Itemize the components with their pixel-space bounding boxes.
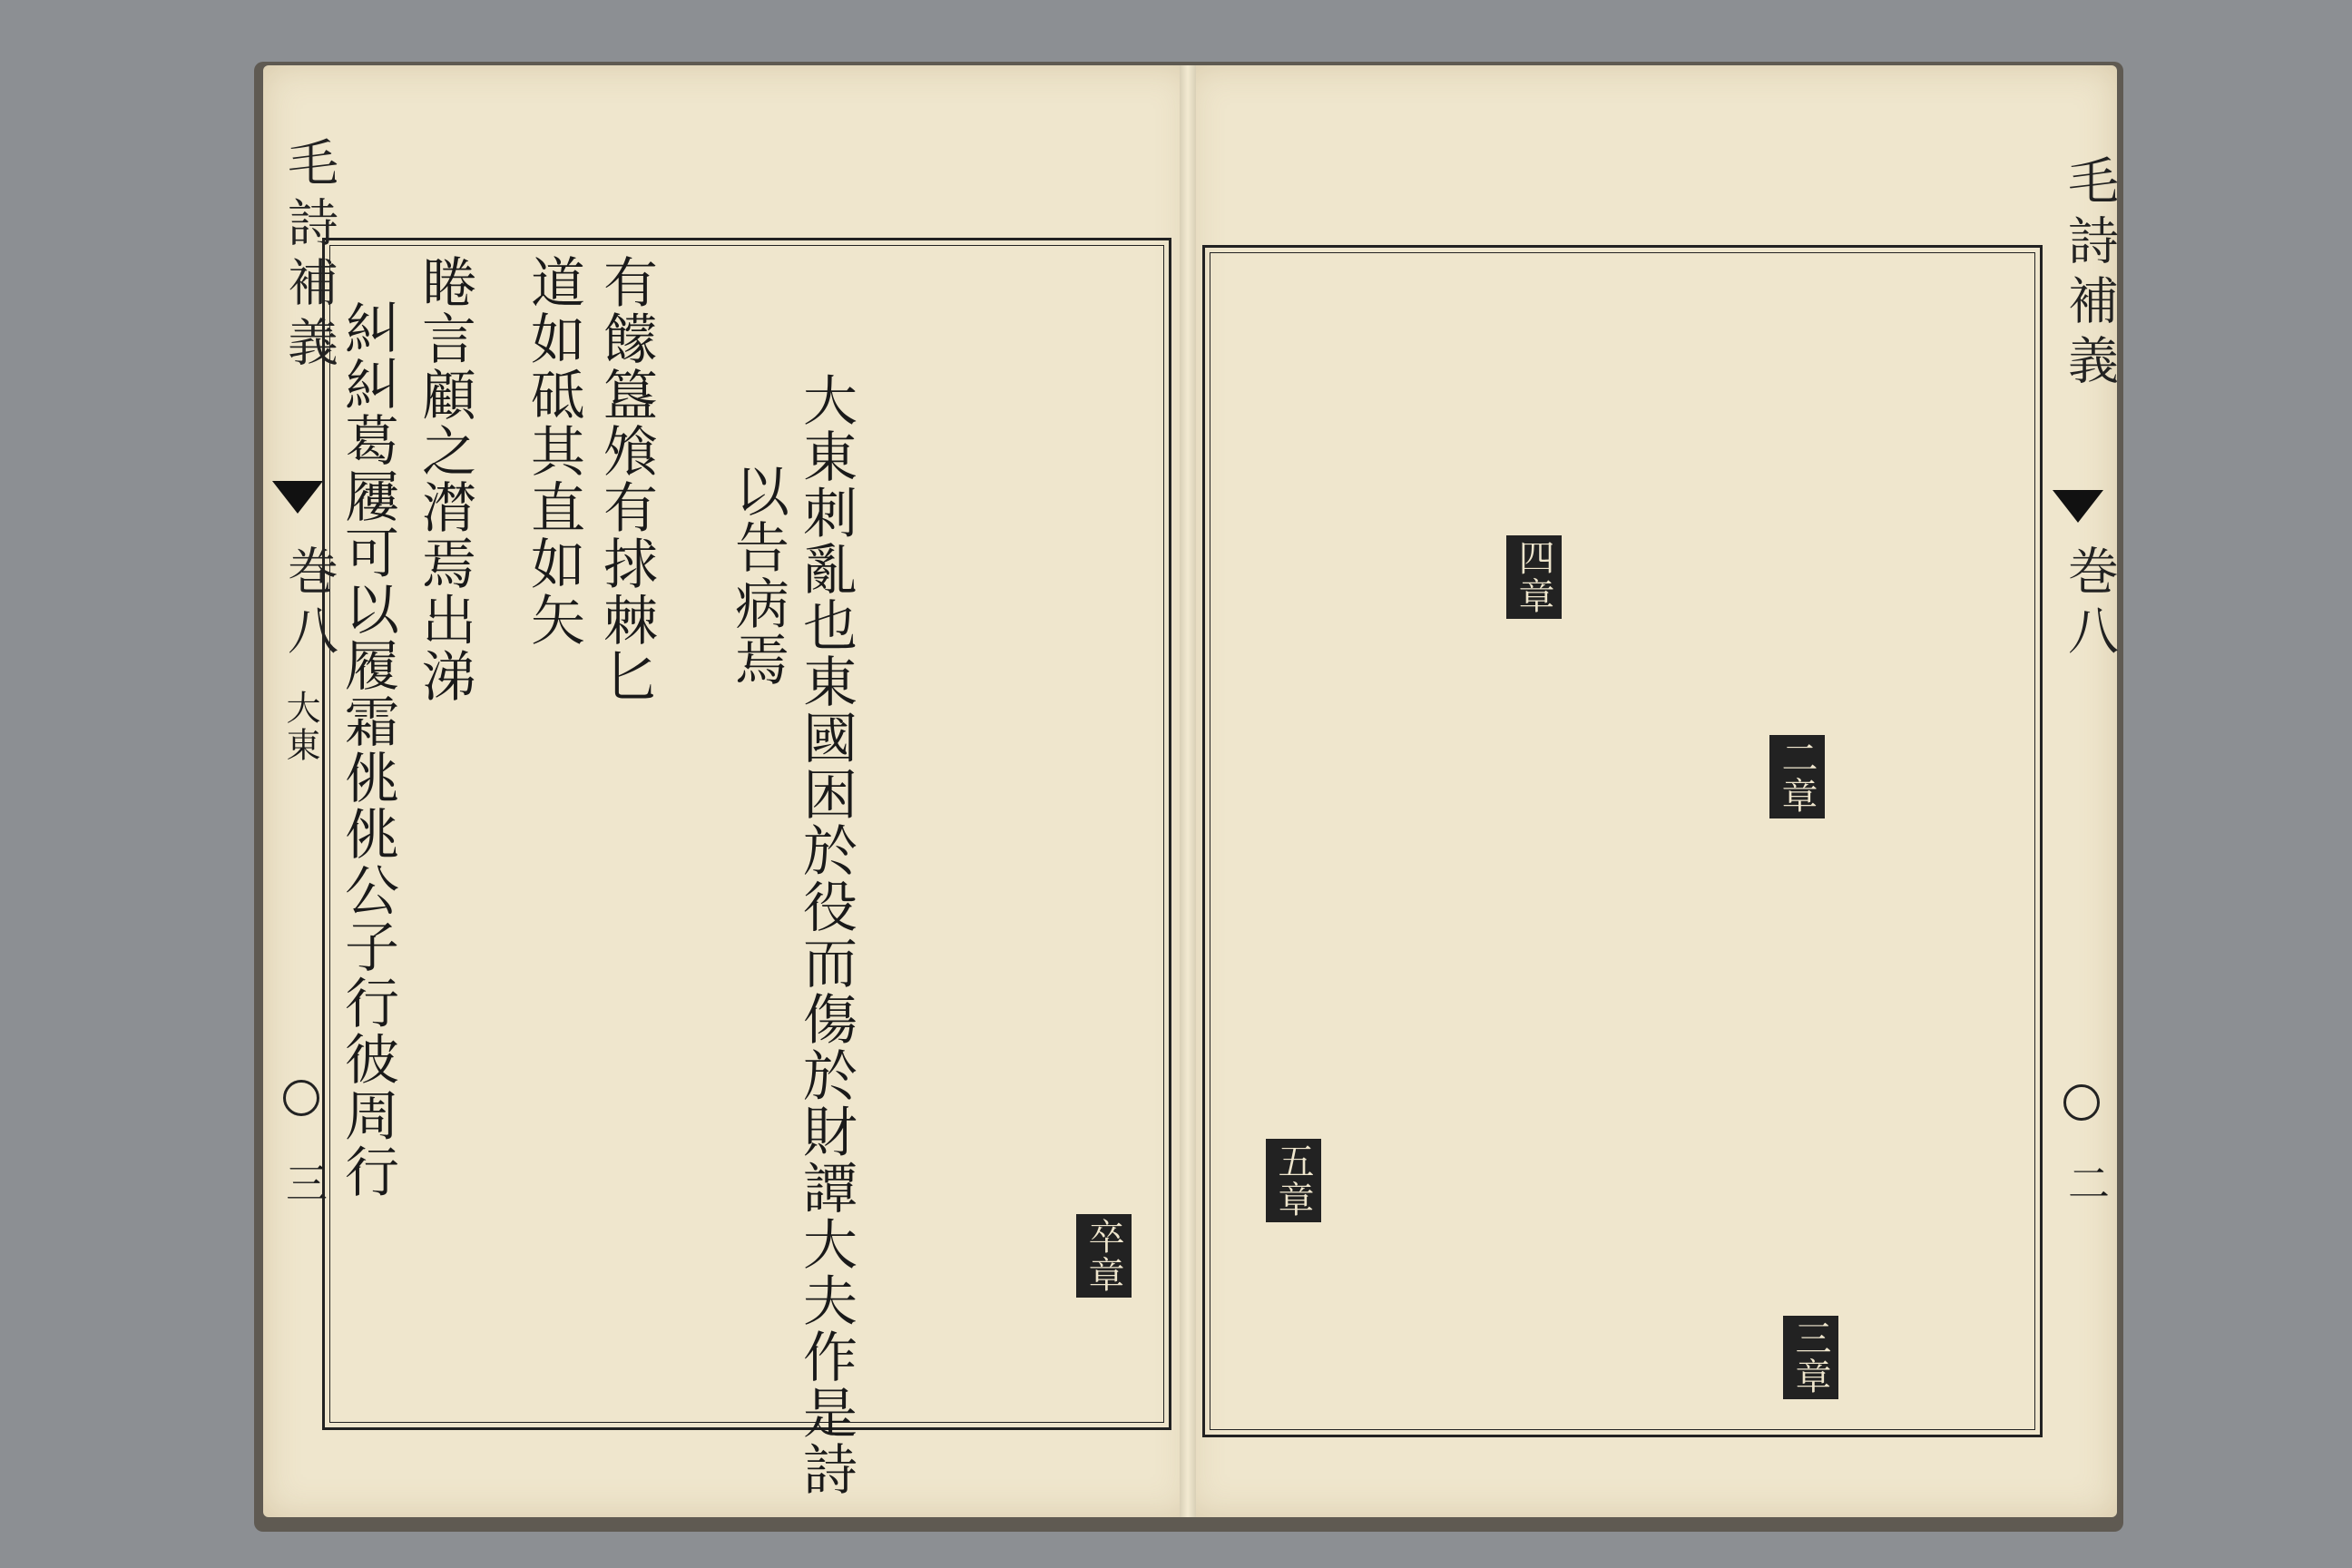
left-page-number: 三 bbox=[279, 1161, 328, 1207]
left-main-column-6: 糾糾葛屨可以履霜佻佻公子行彼周行 bbox=[336, 299, 399, 1200]
chapter-mark-二章: 二章 bbox=[1769, 735, 1825, 818]
right-text-frame bbox=[1202, 245, 2043, 1437]
chapter-mark-三章: 三章 bbox=[1783, 1316, 1838, 1399]
left-margin-volume: 巻八 bbox=[279, 544, 338, 664]
left-main-column-5: 睠言顧之潸焉出涕 bbox=[413, 254, 476, 704]
left-margin-title: 毛詩補義 bbox=[279, 136, 338, 376]
chapter-mark-五章: 五章 bbox=[1266, 1139, 1321, 1222]
right-margin-title: 毛詩補義 bbox=[2060, 154, 2119, 394]
fold-mark-left bbox=[272, 481, 323, 514]
left-main-column-1: 大東刺亂也東國困於役而傷於財譚大夫作是詩 bbox=[794, 372, 858, 1497]
left-main-column-4: 道如砥其直如矢 bbox=[522, 254, 585, 648]
left-main-column-2: 以告病焉 bbox=[726, 463, 789, 688]
left-main-column-3: 有饛簋飧有捄棘匕 bbox=[594, 254, 658, 704]
chapter-mark-卒章: 卒章 bbox=[1076, 1214, 1132, 1298]
fold-mark-right bbox=[2053, 490, 2103, 523]
right-margin-volume: 巻八 bbox=[2060, 544, 2119, 664]
left-fold-circle bbox=[283, 1080, 319, 1116]
right-page-number: 二 bbox=[2062, 1161, 2111, 1207]
right-fold-circle bbox=[2063, 1084, 2100, 1121]
left-margin-chapter: 大東 bbox=[280, 690, 320, 764]
book-gutter bbox=[1180, 65, 1196, 1517]
chapter-mark-四章: 四章 bbox=[1506, 535, 1562, 619]
